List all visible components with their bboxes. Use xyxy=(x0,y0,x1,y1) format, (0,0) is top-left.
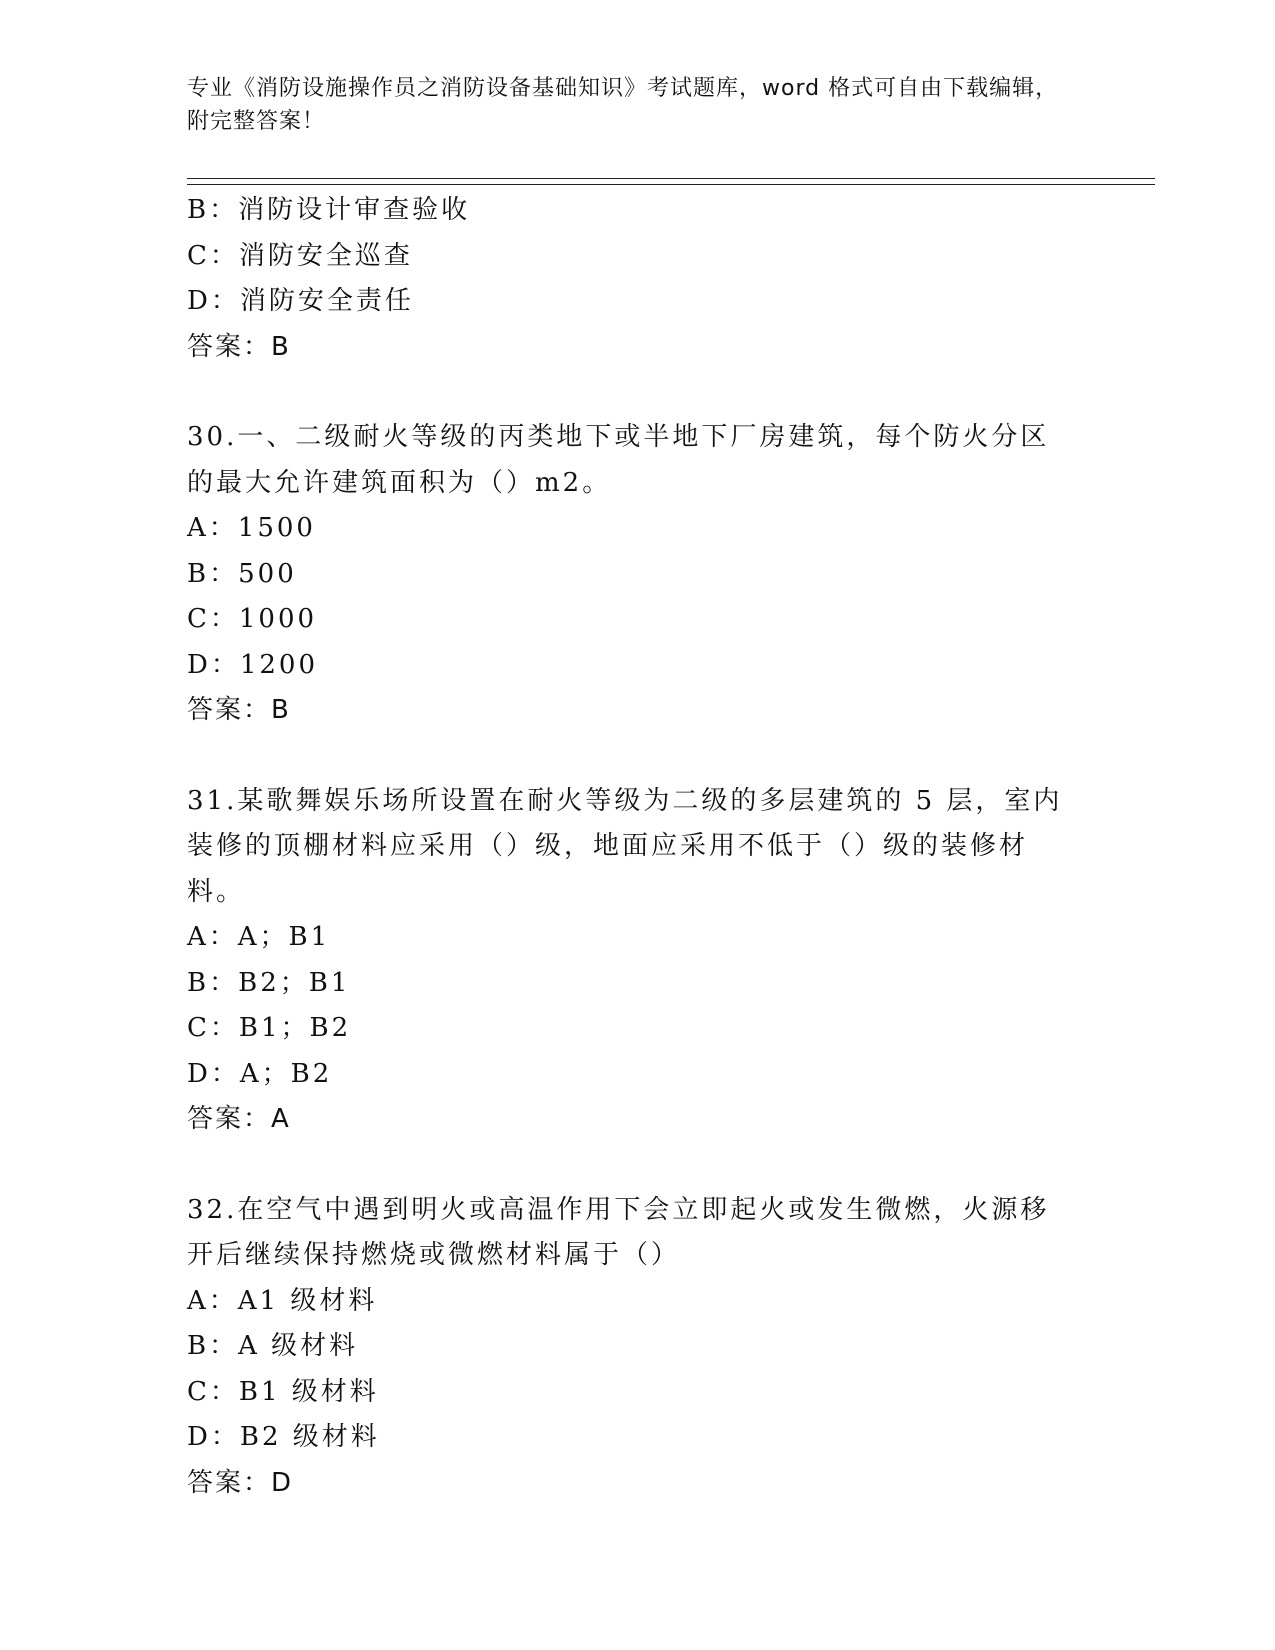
header-divider xyxy=(187,178,1155,185)
option-d: D：消防安全责任 xyxy=(187,286,414,316)
option-d: D：1200 xyxy=(187,649,319,680)
question-31 xyxy=(187,779,1087,1143)
option-a: A：A1 级材料 xyxy=(187,1285,378,1316)
option-a: A：A；B1 xyxy=(187,922,331,952)
answer-line: 答案：D xyxy=(187,1467,294,1498)
option-d: D：A；B2 xyxy=(187,1058,333,1089)
option-b: B：B2；B1 xyxy=(187,967,351,998)
option-c: C：B1 级材料 xyxy=(187,1376,379,1407)
question-text: 32.在空气中遇到明火或高温作用下会立即起火或发生微燃，火源移开后继续保持燃烧或微燃材料属于（） xyxy=(187,1194,1050,1270)
question-text: 30.一、二级耐火等级的丙类地下或半地下厂房建筑，每个防火分区的最大允许建筑面积为（）m2。 xyxy=(187,422,1050,498)
option-b: B：500 xyxy=(187,558,297,589)
answer-line: 答案：B xyxy=(187,695,291,725)
document-body xyxy=(187,188,1087,1506)
option-c: C：消防安全巡查 xyxy=(187,240,413,271)
option-a: A：1500 xyxy=(187,513,316,543)
option-b: B：消防设计审查验收 xyxy=(187,195,471,225)
question-32 xyxy=(187,1188,1087,1507)
answer-line: 答案：A xyxy=(187,1104,291,1134)
option-c: C：B1；B2 xyxy=(187,1013,352,1043)
option-b: B：A 级材料 xyxy=(187,1331,359,1361)
option-c: C：1000 xyxy=(187,604,318,634)
question-30 xyxy=(187,415,1087,734)
question-partial xyxy=(187,188,1087,370)
question-text: 31.某歌舞娱乐场所设置在耐火等级为二级的多层建筑的 5 层，室内装修的顶棚材料应采用（）级，地面应采用不低于（）级的装修材料。 xyxy=(187,785,1063,907)
answer-line: 答案：B xyxy=(187,331,291,362)
page-header: 专业《消防设施操作员之消防设备基础知识》考试题库，word 格式可自由下载编辑，附完整答案！ xyxy=(187,76,1059,134)
option-d: D：B2 级材料 xyxy=(187,1422,380,1452)
